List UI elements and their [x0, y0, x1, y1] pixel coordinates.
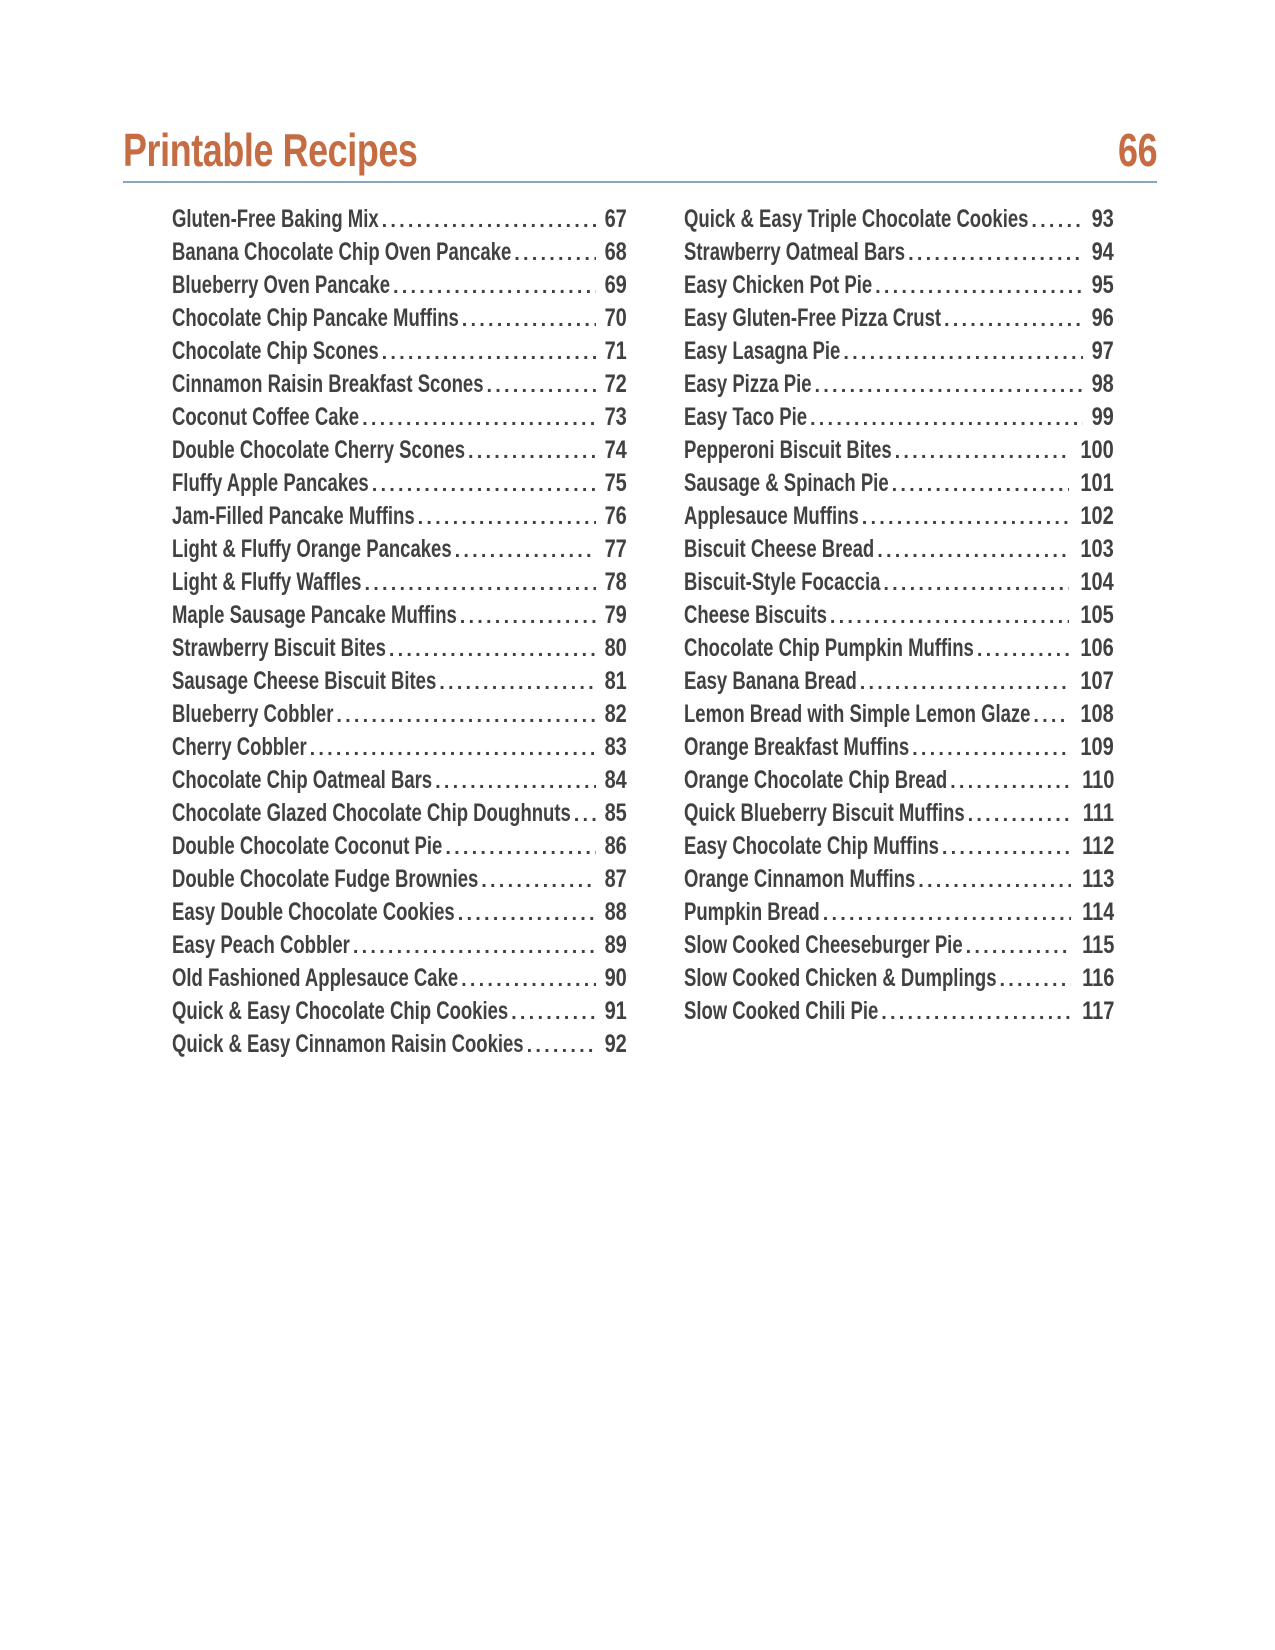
recipe-page-number: 102 — [1080, 502, 1114, 530]
recipe-title: Chocolate Chip Pumpkin Muffins — [684, 634, 974, 662]
dot-leader — [823, 898, 1071, 929]
toc-entry[interactable] — [684, 797, 1114, 830]
toc-entry[interactable] — [684, 434, 1114, 467]
toc-column-left — [172, 203, 627, 1061]
recipe-page-number: 75 — [604, 469, 627, 497]
dot-leader — [481, 865, 596, 896]
toc-entry[interactable] — [684, 533, 1114, 566]
toc-entry[interactable] — [172, 500, 627, 533]
toc-entry[interactable] — [172, 632, 627, 665]
recipe-title: Strawberry Oatmeal Bars — [684, 238, 906, 266]
recipe-page-number: 96 — [1091, 304, 1114, 332]
recipe-title: Biscuit-Style Focaccia — [684, 568, 881, 596]
recipe-page-number: 84 — [604, 766, 627, 794]
toc-entry[interactable] — [684, 203, 1114, 236]
recipe-title: Orange Chocolate Chip Bread — [684, 766, 948, 794]
toc-entry[interactable] — [172, 863, 627, 896]
dot-leader — [511, 997, 596, 1028]
toc-entry[interactable] — [172, 401, 627, 434]
toc-entry[interactable] — [172, 764, 627, 797]
dot-leader — [843, 337, 1083, 368]
dot-leader — [462, 304, 596, 335]
page-header — [123, 108, 1157, 178]
recipe-page-number: 79 — [604, 601, 627, 629]
toc-entry[interactable] — [684, 929, 1114, 962]
recipe-page-number: 72 — [604, 370, 627, 398]
dot-leader — [875, 271, 1083, 302]
recipe-title: Sausage Cheese Biscuit Bites — [172, 667, 437, 695]
dot-leader — [353, 931, 596, 962]
recipe-page-number: 99 — [1091, 403, 1114, 431]
recipe-page-number: 107 — [1080, 667, 1114, 695]
dot-leader — [458, 898, 596, 929]
dot-leader — [908, 238, 1083, 269]
recipe-title: Lemon Bread with Simple Lemon Glaze — [684, 700, 1031, 728]
recipe-title: Chocolate Chip Oatmeal Bars — [172, 766, 433, 794]
recipe-title: Cherry Cobbler — [172, 733, 307, 761]
dot-leader — [877, 535, 1069, 566]
toc-entry[interactable] — [684, 269, 1114, 302]
recipe-page-number: 98 — [1091, 370, 1114, 398]
dot-leader — [977, 634, 1069, 665]
toc-entry[interactable] — [172, 929, 627, 962]
dot-leader — [918, 865, 1070, 896]
recipe-page-number: 114 — [1081, 898, 1114, 926]
dot-leader — [883, 568, 1069, 599]
recipe-page-number: 103 — [1080, 535, 1114, 563]
dot-leader — [418, 502, 597, 533]
toc-entry[interactable] — [172, 533, 627, 566]
recipe-title: Cheese Biscuits — [684, 601, 827, 629]
recipe-page-number: 92 — [604, 1030, 627, 1058]
dot-leader — [574, 799, 596, 830]
toc-entry[interactable] — [684, 962, 1114, 995]
recipe-page-number: 112 — [1081, 832, 1114, 860]
dot-leader — [514, 238, 596, 269]
toc-entry[interactable] — [684, 731, 1114, 764]
recipe-page-number: 85 — [604, 799, 627, 827]
toc-entry[interactable] — [172, 797, 627, 830]
recipe-page-number: 81 — [604, 667, 627, 695]
recipe-page-number: 90 — [604, 964, 627, 992]
recipe-page-number: 77 — [604, 535, 627, 563]
dot-leader — [487, 370, 597, 401]
toc-entry[interactable] — [684, 665, 1114, 698]
toc-entry[interactable] — [684, 500, 1114, 533]
dot-leader — [968, 799, 1072, 830]
recipe-page-number: 83 — [604, 733, 627, 761]
dot-leader — [862, 502, 1070, 533]
recipe-title: Easy Banana Bread — [684, 667, 857, 695]
dot-leader — [527, 1030, 597, 1061]
toc-entry[interactable] — [684, 566, 1114, 599]
toc-entry[interactable] — [684, 863, 1114, 896]
toc-entry[interactable] — [172, 995, 627, 1028]
dot-leader — [468, 436, 596, 467]
toc-entry[interactable] — [172, 302, 627, 335]
recipe-title: Biscuit Cheese Bread — [684, 535, 875, 563]
recipe-title: Maple Sausage Pancake Muffins — [172, 601, 457, 629]
dot-leader — [860, 667, 1070, 698]
dot-leader — [362, 403, 596, 434]
recipe-page-number: 100 — [1080, 436, 1114, 464]
toc-entry[interactable] — [684, 467, 1114, 500]
toc-entry[interactable] — [172, 698, 627, 731]
toc-entry[interactable] — [172, 830, 627, 863]
recipe-title: Light & Fluffy Orange Pancakes — [172, 535, 452, 563]
toc-entry[interactable] — [172, 269, 627, 302]
recipe-page-number: 86 — [604, 832, 627, 860]
toc-entry[interactable] — [684, 236, 1114, 269]
dot-leader — [445, 832, 596, 863]
toc-entry[interactable] — [172, 962, 627, 995]
section-title: Printable Recipes — [123, 124, 418, 176]
recipe-title: Blueberry Oven Pancake — [172, 271, 390, 299]
recipe-title: Quick & Easy Cinnamon Raisin Cookies — [172, 1030, 524, 1058]
recipe-title: Gluten-Free Baking Mix — [172, 205, 379, 233]
toc-entry[interactable] — [684, 368, 1114, 401]
recipe-title: Easy Chicken Pot Pie — [684, 271, 873, 299]
dot-leader — [830, 601, 1069, 632]
dot-leader — [336, 700, 596, 731]
dot-leader — [372, 469, 596, 500]
dot-leader — [382, 337, 597, 368]
dot-leader — [912, 733, 1069, 764]
dot-leader — [389, 634, 596, 665]
toc-entry[interactable] — [684, 632, 1114, 665]
recipe-title: Chocolate Chip Scones — [172, 337, 379, 365]
recipe-title: Blueberry Cobbler — [172, 700, 334, 728]
recipe-page-number: 91 — [604, 997, 627, 1025]
recipe-page-number: 94 — [1091, 238, 1114, 266]
dot-leader — [815, 370, 1084, 401]
dot-leader — [1033, 700, 1069, 731]
dot-leader — [435, 766, 596, 797]
dot-leader — [892, 469, 1070, 500]
toc-column-right — [684, 203, 1114, 1028]
recipe-page-number: 67 — [604, 205, 627, 233]
recipe-title: Jam-Filled Pancake Muffins — [172, 502, 415, 530]
recipe-page-number: 71 — [604, 337, 627, 365]
recipe-page-number: 76 — [604, 502, 627, 530]
dot-leader — [944, 304, 1083, 335]
recipe-title: Pumpkin Bread — [684, 898, 820, 926]
dot-leader — [966, 931, 1071, 962]
toc-entry[interactable] — [172, 434, 627, 467]
recipe-page-number: 68 — [604, 238, 627, 266]
dot-leader — [310, 733, 597, 764]
toc-entry[interactable] — [172, 203, 627, 236]
recipe-page-number: 97 — [1091, 337, 1114, 365]
toc-entry[interactable] — [684, 302, 1114, 335]
recipe-page-number: 109 — [1080, 733, 1114, 761]
toc-entry[interactable] — [684, 335, 1114, 368]
recipe-title: Easy Taco Pie — [684, 403, 808, 431]
dot-leader — [950, 766, 1071, 797]
dot-leader — [942, 832, 1071, 863]
dot-leader — [393, 271, 596, 302]
dot-leader — [460, 601, 596, 632]
dot-leader — [1031, 205, 1083, 236]
recipe-title: Double Chocolate Coconut Pie — [172, 832, 443, 860]
recipe-page-number: 89 — [604, 931, 627, 959]
recipe-title: Slow Cooked Cheeseburger Pie — [684, 931, 963, 959]
recipe-title: Easy Lasagna Pie — [684, 337, 841, 365]
recipe-title: Easy Gluten-Free Pizza Crust — [684, 304, 942, 332]
toc-entry[interactable] — [684, 401, 1114, 434]
recipe-title: Easy Pizza Pie — [684, 370, 812, 398]
toc-entry[interactable] — [172, 1028, 627, 1061]
dot-leader — [382, 205, 597, 236]
recipe-title: Orange Cinnamon Muffins — [684, 865, 916, 893]
recipe-title: Light & Fluffy Waffles — [172, 568, 362, 596]
recipe-title: Coconut Coffee Cake — [172, 403, 360, 431]
toc-entry[interactable] — [684, 830, 1114, 863]
dot-leader — [461, 964, 596, 995]
toc-entry[interactable] — [172, 896, 627, 929]
dot-leader — [881, 997, 1070, 1028]
recipe-title: Slow Cooked Chicken & Dumplings — [684, 964, 997, 992]
recipe-title: Double Chocolate Fudge Brownies — [172, 865, 479, 893]
recipe-title: Orange Breakfast Muffins — [684, 733, 910, 761]
recipe-page-number: 108 — [1080, 700, 1114, 728]
recipe-title: Quick & Easy Chocolate Chip Cookies — [172, 997, 509, 1025]
page-number: 66 — [1117, 124, 1157, 176]
recipe-page-number: 95 — [1091, 271, 1114, 299]
recipe-title: Easy Chocolate Chip Muffins — [684, 832, 939, 860]
recipe-title: Applesauce Muffins — [684, 502, 859, 530]
recipe-title: Double Chocolate Cherry Scones — [172, 436, 465, 464]
toc-entry[interactable] — [172, 731, 627, 764]
recipe-title: Sausage & Spinach Pie — [684, 469, 889, 497]
recipe-page-number: 115 — [1081, 931, 1114, 959]
toc-entry[interactable] — [172, 665, 627, 698]
recipe-page-number: 105 — [1080, 601, 1114, 629]
recipe-page-number: 110 — [1081, 766, 1114, 794]
toc-entry[interactable] — [172, 566, 627, 599]
toc-entry[interactable] — [684, 599, 1114, 632]
dot-leader — [439, 667, 596, 698]
recipe-page-number: 87 — [604, 865, 627, 893]
toc-entry[interactable] — [172, 467, 627, 500]
recipe-title: Chocolate Glazed Chocolate Chip Doughnuts — [172, 799, 571, 827]
recipe-title: Strawberry Biscuit Bites — [172, 634, 386, 662]
recipe-page-number: 74 — [604, 436, 627, 464]
toc-entry[interactable] — [684, 764, 1114, 797]
recipe-title: Slow Cooked Chili Pie — [684, 997, 879, 1025]
recipe-title: Banana Chocolate Chip Oven Pancake — [172, 238, 512, 266]
recipe-page-number: 78 — [604, 568, 627, 596]
recipe-page-number: 101 — [1080, 469, 1114, 497]
recipe-page-number: 69 — [604, 271, 627, 299]
toc-entry[interactable] — [684, 995, 1114, 1028]
recipe-page-number: 93 — [1091, 205, 1114, 233]
dot-leader — [810, 403, 1083, 434]
recipe-page-number: 88 — [604, 898, 627, 926]
recipe-title: Cinnamon Raisin Breakfast Scones — [172, 370, 484, 398]
recipe-title: Fluffy Apple Pancakes — [172, 469, 369, 497]
recipe-title: Old Fashioned Applesauce Cake — [172, 964, 459, 992]
recipe-page-number: 80 — [604, 634, 627, 662]
recipe-title: Pepperoni Biscuit Bites — [684, 436, 892, 464]
recipe-title: Quick Blueberry Biscuit Muffins — [684, 799, 965, 827]
recipe-page-number: 111 — [1082, 799, 1114, 827]
toc-entry[interactable] — [172, 599, 627, 632]
toc-entry[interactable] — [172, 236, 627, 269]
recipe-page-number: 73 — [604, 403, 627, 431]
toc-entry[interactable] — [684, 896, 1114, 929]
header-divider — [123, 181, 1157, 183]
recipe-page-number: 116 — [1081, 964, 1114, 992]
recipe-page-number: 106 — [1080, 634, 1114, 662]
dot-leader — [455, 535, 597, 566]
recipe-title: Chocolate Chip Pancake Muffins — [172, 304, 459, 332]
dot-leader — [999, 964, 1070, 995]
toc-entry[interactable] — [172, 335, 627, 368]
toc-entry[interactable] — [172, 368, 627, 401]
recipe-page-number: 104 — [1080, 568, 1114, 596]
recipe-title: Quick & Easy Triple Chocolate Cookies — [684, 205, 1029, 233]
recipe-title: Easy Peach Cobbler — [172, 931, 350, 959]
recipe-page-number: 113 — [1081, 865, 1114, 893]
recipe-page-number: 70 — [604, 304, 627, 332]
recipe-page-number: 82 — [604, 700, 627, 728]
dot-leader — [895, 436, 1070, 467]
dot-leader — [364, 568, 596, 599]
recipe-page-number: 117 — [1081, 997, 1114, 1025]
toc-entry[interactable] — [684, 698, 1114, 731]
recipe-title: Easy Double Chocolate Cookies — [172, 898, 455, 926]
